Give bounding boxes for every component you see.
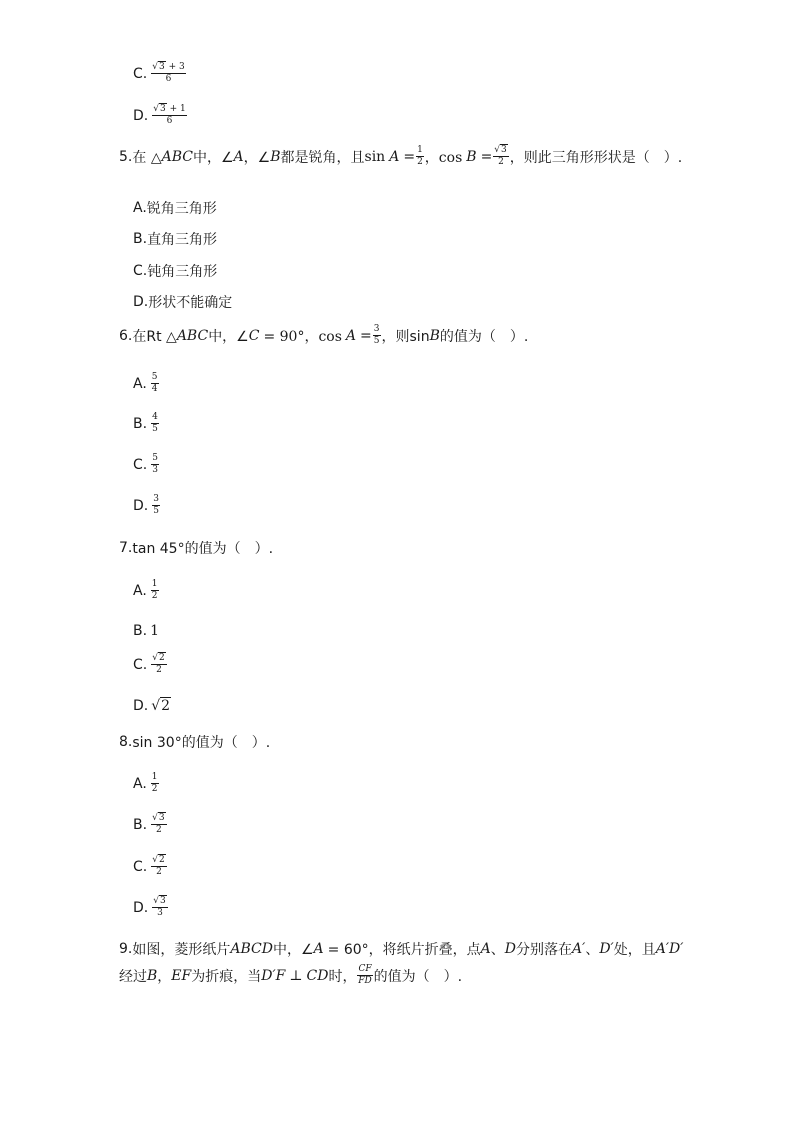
fraction: $\frac{3}{5}$	[373, 324, 380, 347]
option-label: D.	[133, 107, 149, 124]
q7-option-c: C. $\frac{√2}{2}$	[133, 653, 165, 676]
q6-option-c: C. $\frac{5}{3}$	[133, 453, 158, 476]
question-7-stem: 7 . tan 45°的值为（ ）.	[119, 540, 274, 557]
q5-option-b: B. 直角三角形	[133, 231, 218, 248]
q7-option-a: A. $\frac{1}{2}$	[133, 579, 158, 602]
question-8-stem: 8 . sin 30°的值为（ ）.	[119, 734, 271, 751]
q5-option-d: D. 形状不能确定	[133, 294, 233, 311]
q5-option-c: C. 钝角三角形	[133, 263, 218, 280]
fraction: $\frac{1}{2}$	[417, 145, 423, 168]
q8-option-b: B. $\frac{√3}{2}$	[133, 813, 165, 836]
fraction: $\frac{√3}{2}$	[494, 145, 507, 168]
q4-option-c	[133, 63, 187, 85]
question-5-stem: 5 . 在 △ ABC 中，∠ A ，∠ B 都是锐角，且 sin A = $\frac{1}{2}$ ，cos B = $\frac{√3}{2}$ ，则此三角形形状是（ ）.	[119, 145, 683, 168]
q6-option-a: A. $\frac{5}{4}$	[133, 372, 158, 395]
question-number: 6	[119, 327, 128, 344]
q7-option-b: B. 1	[133, 623, 159, 639]
q8-option-c: C. $\frac{√2}{2}$	[133, 855, 165, 878]
question-number: 8	[119, 734, 128, 750]
question-6-stem: 6 . 在Rt △ ABC 中，∠ C = 90°，cos A = $\frac{3}{5}$ ，则sin B 的值为（ ）.	[119, 324, 529, 347]
q5-option-a: A. 锐角三角形	[133, 200, 217, 217]
q8-option-d: D. $\frac{√3}{3}$	[133, 896, 166, 919]
fraction: $\frac{√3 + 3}{6}$	[152, 62, 185, 85]
question-number: 5	[119, 148, 128, 165]
fraction: $\frac{√3 + 1}{6}$	[153, 104, 186, 127]
q6-option-b: B. $\frac{4}{5}$	[133, 412, 158, 435]
q6-option-d: D. $\frac{3}{5}$	[133, 494, 159, 517]
question-9-stem-line-1: 9 . 如图，菱形纸片 ABCD 中，∠ A = 60°，将纸片折叠，点 A 、 D 分别落在 A′ 、 D′ 处，且 A′D′	[119, 941, 684, 958]
question-9-stem-line-2: 经过 B ， EF 为折痕，当 D′F ⊥ CD 时， $\frac{CF}{FD}$ 的值为（ ）.	[119, 964, 463, 987]
option-label: C.	[133, 65, 148, 82]
q7-option-d: D. √2	[133, 698, 171, 714]
fraction: $\frac{CF}{FD}$	[358, 964, 372, 987]
question-number: 7	[119, 540, 128, 556]
q8-option-a: A. $\frac{1}{2}$	[133, 772, 158, 795]
question-number: 9	[119, 941, 128, 957]
q4-option-d	[133, 105, 188, 127]
